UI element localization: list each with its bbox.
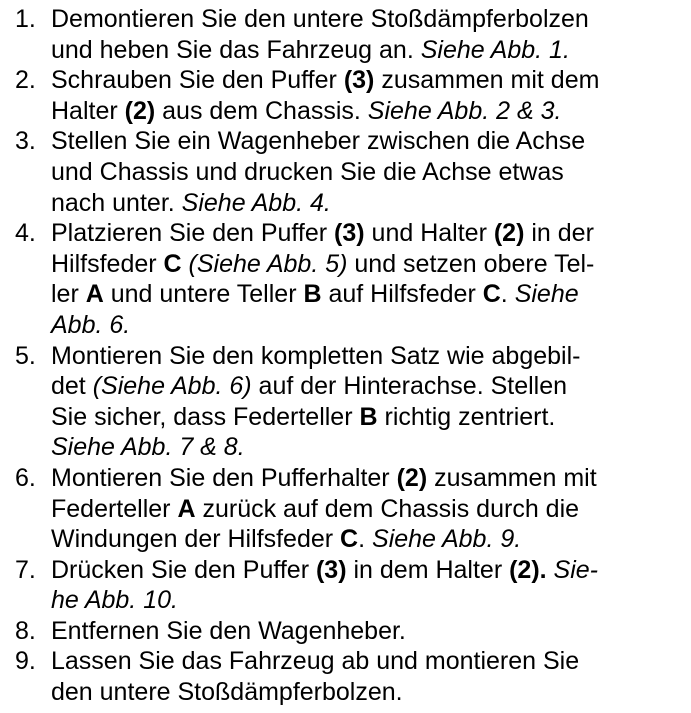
text-run: Platzieren Sie den Puffer — [51, 219, 335, 248]
text-line — [51, 188, 685, 219]
figure-reference: Siehe Abb. 1. — [420, 35, 570, 64]
step-8 — [15, 616, 685, 647]
step-number: 8. — [15, 616, 36, 645]
text-run: Entfernen Sie den Wagenheber. — [51, 616, 406, 645]
text-line — [51, 432, 685, 463]
step-number: 7. — [15, 555, 36, 584]
step-text — [51, 65, 685, 126]
step-text — [51, 218, 685, 340]
text-run: zurück auf dem Chassis durch die — [195, 494, 580, 523]
part-number: (2) — [396, 463, 428, 492]
step-number: 9. — [15, 647, 36, 676]
step-7 — [15, 555, 685, 616]
step-number: 1. — [15, 5, 36, 33]
text-run: Schrauben Sie den Puffer — [51, 66, 344, 95]
text-line — [51, 616, 685, 647]
text-line — [51, 524, 685, 555]
text-run: in der — [524, 219, 594, 248]
step-number: 4. — [15, 219, 36, 248]
part-letter: C — [163, 249, 182, 278]
part-letter: B — [359, 402, 378, 431]
step-number: 6. — [15, 463, 36, 492]
figure-reference: Siehe — [514, 280, 579, 309]
text-run: und Halter — [364, 219, 494, 248]
text-run: Halter — [51, 96, 125, 125]
step-text — [51, 616, 685, 647]
text-run: Montieren Sie den Pufferhalter — [51, 463, 397, 492]
text-run: zusammen mit dem — [374, 66, 600, 95]
step-1 — [15, 4, 685, 65]
step-text — [51, 4, 685, 65]
part-letter: A — [85, 280, 104, 309]
text-run: aus dem Chassis. — [155, 96, 368, 125]
text-line — [51, 555, 685, 586]
text-run: Drücken Sie den Puffer — [51, 555, 316, 584]
part-number: (3) — [334, 219, 365, 248]
text-line — [51, 96, 685, 127]
step-9 — [15, 646, 685, 707]
figure-reference: Siehe Abb. 9. — [372, 525, 522, 554]
step-number: 3. — [15, 127, 36, 156]
text-run: zusammen mit — [427, 463, 597, 492]
text-run: Hilfsfeder — [51, 249, 164, 278]
text-run: Lassen Sie das Fahrzeug ab und montieren Sie — [51, 647, 580, 676]
text-run: nach unter. — [51, 188, 182, 217]
text-run: . — [358, 525, 373, 554]
text-line — [51, 402, 685, 433]
text-run: richtig zentriert. — [377, 402, 556, 431]
text-line — [51, 494, 685, 525]
part-number: (2) — [124, 96, 156, 125]
step-3 — [15, 126, 685, 218]
text-line — [51, 157, 685, 188]
figure-reference: Siehe Abb. 7 & 8. — [51, 433, 245, 462]
text-line — [51, 279, 685, 310]
step-number: 5. — [15, 341, 36, 370]
figure-reference: Siehe Abb. 2 & 3. — [367, 96, 562, 125]
part-letter: A — [177, 494, 196, 523]
text-run: det — [51, 372, 93, 401]
figure-reference: Siehe Abb. 4. — [181, 188, 331, 217]
text-line — [51, 646, 685, 677]
step-4 — [15, 218, 685, 340]
text-run: Demontieren Sie den untere Stoßdämpferbolzen — [51, 5, 589, 33]
text-run: ler — [51, 280, 86, 309]
text-run: Windungen der Hilfsfeder — [51, 525, 341, 554]
step-5 — [15, 341, 685, 463]
text-line — [51, 126, 685, 157]
text-run: Stellen Sie ein Wagenheber zwischen die Achse — [51, 127, 586, 156]
text-line — [51, 463, 685, 494]
text-run: auf Hilfsfeder — [321, 280, 483, 309]
step-number: 2. — [15, 66, 36, 95]
text-line — [51, 310, 685, 341]
figure-reference: (Siehe Abb. 6) — [92, 372, 252, 401]
text-line — [51, 371, 685, 402]
figure-reference: Sie- — [546, 555, 598, 584]
text-run: und Chassis und drucken Sie die Achse etwas — [51, 157, 564, 186]
instruction-list — [15, 4, 685, 708]
text-run: auf der Hinterachse. Stellen — [251, 372, 568, 401]
figure-reference: (Siehe Abb. 5) — [181, 249, 348, 278]
text-line — [51, 4, 685, 35]
figure-reference: he Abb. 10. — [51, 586, 178, 615]
text-run: . — [500, 280, 515, 309]
text-line — [51, 35, 685, 66]
text-run: Montieren Sie den kompletten Satz wie abgebil- — [51, 341, 581, 370]
part-number: (2). — [509, 555, 547, 584]
text-line — [51, 677, 685, 708]
text-run: und untere Teller — [103, 280, 304, 309]
text-line — [51, 341, 685, 372]
text-run: und setzen obere Tel- — [347, 249, 595, 278]
part-letter: C — [340, 525, 359, 554]
step-text — [51, 341, 685, 463]
step-text — [51, 126, 685, 218]
text-line — [51, 585, 685, 616]
text-run: und heben Sie das Fahrzeug an. — [51, 35, 421, 64]
text-run: in dem Halter — [346, 555, 510, 584]
part-letter: C — [482, 280, 501, 309]
part-number: (3) — [315, 555, 347, 584]
step-6 — [15, 463, 685, 555]
text-line — [51, 65, 685, 96]
step-2 — [15, 65, 685, 126]
step-text — [51, 555, 685, 616]
step-text — [51, 463, 685, 555]
text-run: Sie sicher, dass Federteller — [51, 402, 360, 431]
part-number: (3) — [343, 66, 375, 95]
text-run: den untere Stoßdämpferbolzen. — [51, 678, 403, 707]
step-text — [51, 646, 685, 707]
text-run: Federteller — [51, 494, 178, 523]
text-line — [51, 249, 685, 280]
text-line — [51, 218, 685, 249]
part-letter: B — [303, 280, 322, 309]
figure-reference: Abb. 6. — [51, 310, 131, 339]
part-number: (2) — [493, 219, 525, 248]
